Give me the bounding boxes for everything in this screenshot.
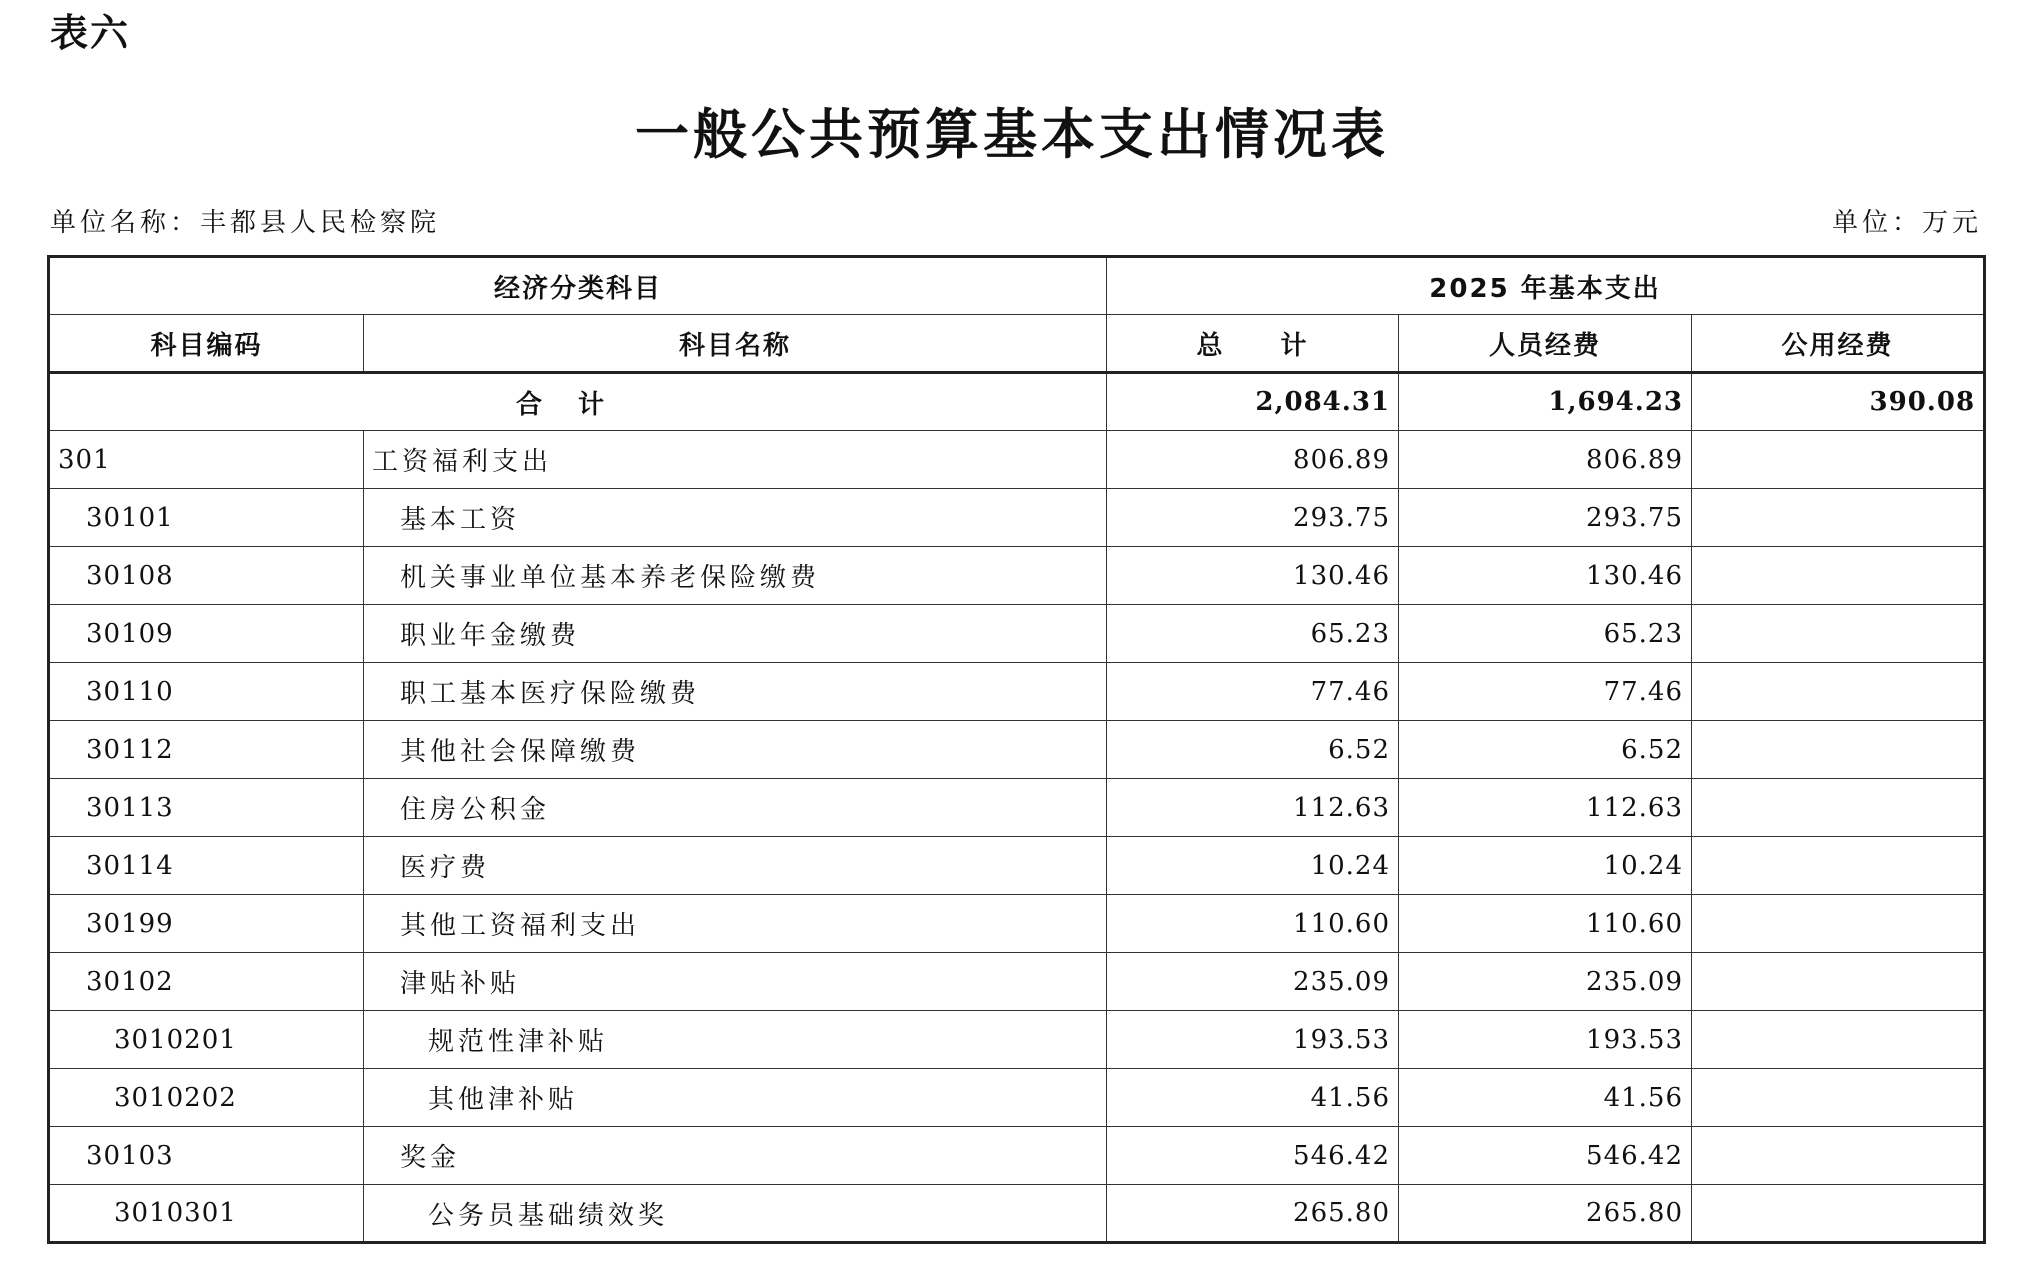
total-row xyxy=(49,373,1985,431)
cell-name: 规范性津补贴 xyxy=(364,1011,1107,1069)
cell-name: 其他工资福利支出 xyxy=(364,895,1107,953)
cell-name: 津贴补贴 xyxy=(364,953,1107,1011)
cell-name: 基本工资 xyxy=(364,489,1107,547)
cell-name: 工资福利支出 xyxy=(364,431,1107,489)
cell-code: 30113 xyxy=(49,779,364,837)
cell-code: 301 xyxy=(49,431,364,489)
cell-name: 公务员基础绩效奖 xyxy=(364,1185,1107,1243)
cell-code: 30112 xyxy=(49,721,364,779)
cell-public xyxy=(1692,547,1985,605)
cell-code: 30109 xyxy=(49,605,364,663)
cell-public xyxy=(1692,431,1985,489)
cell-code: 30114 xyxy=(49,837,364,895)
year-suffix: 年基本支出 xyxy=(1520,273,1661,304)
total-public: 390.08 xyxy=(1692,373,1985,431)
table-row xyxy=(49,1069,1985,1127)
cell-code: 30108 xyxy=(49,547,364,605)
cell-public xyxy=(1692,837,1985,895)
cell-name: 医疗费 xyxy=(364,837,1107,895)
cell-personnel: 546.42 xyxy=(1399,1127,1692,1185)
cell-personnel: 41.56 xyxy=(1399,1069,1692,1127)
cell-name: 职业年金缴费 xyxy=(364,605,1107,663)
cell-code: 3010301 xyxy=(49,1185,364,1243)
column-header-row xyxy=(49,315,1985,373)
column-header-code: 科目编码 xyxy=(49,315,364,373)
cell-code: 3010202 xyxy=(49,1069,364,1127)
column-header-personnel: 人员经费 xyxy=(1399,315,1692,373)
cell-total: 110.60 xyxy=(1107,895,1399,953)
cell-code: 3010201 xyxy=(49,1011,364,1069)
table-row xyxy=(49,779,1985,837)
cell-personnel: 65.23 xyxy=(1399,605,1692,663)
cell-public xyxy=(1692,1069,1985,1127)
table-row xyxy=(49,663,1985,721)
cell-code: 30103 xyxy=(49,1127,364,1185)
cell-personnel: 112.63 xyxy=(1399,779,1692,837)
cell-total: 130.46 xyxy=(1107,547,1399,605)
cell-total: 10.24 xyxy=(1107,837,1399,895)
cell-total: 546.42 xyxy=(1107,1127,1399,1185)
cell-total: 77.46 xyxy=(1107,663,1399,721)
cell-total: 265.80 xyxy=(1107,1185,1399,1243)
cell-name: 其他津补贴 xyxy=(364,1069,1107,1127)
column-header-public: 公用经费 xyxy=(1692,315,1985,373)
cell-code: 30110 xyxy=(49,663,364,721)
table-label: 表六 xyxy=(50,11,131,55)
table-row xyxy=(49,895,1985,953)
cell-code: 30101 xyxy=(49,489,364,547)
cell-public xyxy=(1692,953,1985,1011)
total-personnel: 1,694.23 xyxy=(1399,373,1692,431)
cell-name: 奖金 xyxy=(364,1127,1107,1185)
cell-personnel: 6.52 xyxy=(1399,721,1692,779)
cell-total: 6.52 xyxy=(1107,721,1399,779)
cell-personnel: 110.60 xyxy=(1399,895,1692,953)
cell-code: 30199 xyxy=(49,895,364,953)
economic-category-header: 经济分类科目 xyxy=(49,257,1107,315)
cell-public xyxy=(1692,489,1985,547)
cell-total: 806.89 xyxy=(1107,431,1399,489)
cell-total: 65.23 xyxy=(1107,605,1399,663)
cell-name: 其他社会保障缴费 xyxy=(364,721,1107,779)
cell-public xyxy=(1692,663,1985,721)
cell-personnel: 235.09 xyxy=(1399,953,1692,1011)
cell-name: 机关事业单位基本养老保险缴费 xyxy=(364,547,1107,605)
cell-personnel: 10.24 xyxy=(1399,837,1692,895)
table-row xyxy=(49,721,1985,779)
cell-name: 住房公积金 xyxy=(364,779,1107,837)
total-total: 2,084.31 xyxy=(1107,373,1399,431)
cell-public xyxy=(1692,605,1985,663)
table-row xyxy=(49,431,1985,489)
cell-total: 235.09 xyxy=(1107,953,1399,1011)
cell-total: 193.53 xyxy=(1107,1011,1399,1069)
cell-public xyxy=(1692,1185,1985,1243)
group-header-row xyxy=(49,257,1985,315)
cell-personnel: 77.46 xyxy=(1399,663,1692,721)
cell-personnel: 265.80 xyxy=(1399,1185,1692,1243)
cell-personnel: 806.89 xyxy=(1399,431,1692,489)
cell-public xyxy=(1692,895,1985,953)
cell-personnel: 130.46 xyxy=(1399,547,1692,605)
page-title: 一般公共预算基本支出情况表 xyxy=(635,103,1389,166)
cell-total: 41.56 xyxy=(1107,1069,1399,1127)
unit-name: 单位名称：丰都县人民检察院 xyxy=(50,208,441,238)
table-row xyxy=(49,1185,1985,1243)
cell-personnel: 193.53 xyxy=(1399,1011,1692,1069)
budget-table xyxy=(47,255,1986,1244)
table-row xyxy=(49,489,1985,547)
cell-total: 293.75 xyxy=(1107,489,1399,547)
table-row xyxy=(49,547,1985,605)
unit-label: 单位：万元 xyxy=(1831,208,1982,238)
cell-code: 30102 xyxy=(49,953,364,1011)
table-row xyxy=(49,1127,1985,1185)
table-row xyxy=(49,837,1985,895)
cell-personnel: 293.75 xyxy=(1399,489,1692,547)
cell-total: 112.63 xyxy=(1107,779,1399,837)
cell-public xyxy=(1692,779,1985,837)
table-row xyxy=(49,953,1985,1011)
cell-public xyxy=(1692,721,1985,779)
year-expenditure-header xyxy=(1107,257,1985,315)
cell-public xyxy=(1692,1011,1985,1069)
year-value: 2025 xyxy=(1429,273,1510,304)
table-row xyxy=(49,1011,1985,1069)
table-row xyxy=(49,605,1985,663)
column-header-name: 科目名称 xyxy=(364,315,1107,373)
cell-public xyxy=(1692,1127,1985,1185)
cell-name: 职工基本医疗保险缴费 xyxy=(364,663,1107,721)
total-label: 合计 xyxy=(49,373,1107,431)
column-header-total: 总 计 xyxy=(1107,315,1399,373)
